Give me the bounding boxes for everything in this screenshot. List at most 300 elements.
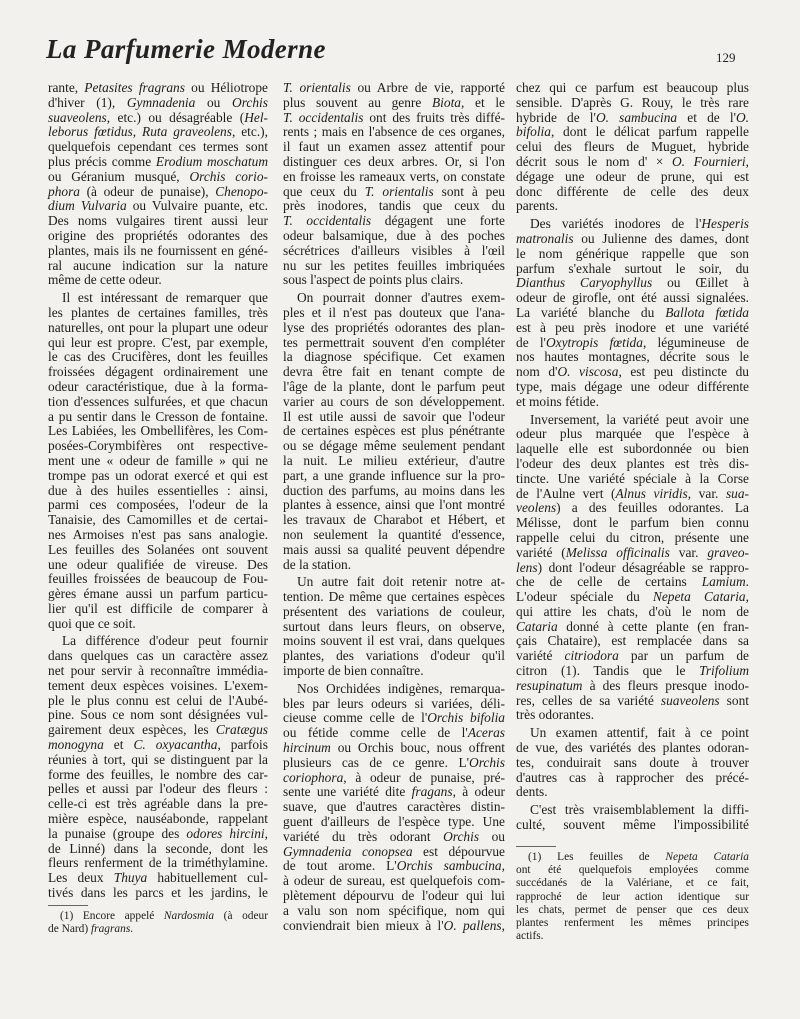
text-run: cieuse comme celle de l' xyxy=(283,710,428,726)
text-line xyxy=(283,726,505,741)
text-run: ont des fruits très diffé- xyxy=(363,109,506,125)
italic-term: odores hircini xyxy=(186,825,265,841)
text-run: ou fétide comme celle de l' xyxy=(283,725,468,741)
text-line xyxy=(283,365,505,380)
text-run: , à odeur de punaise, pré- xyxy=(343,769,505,785)
italic-term: matronalis xyxy=(516,230,574,246)
text-run: parents. xyxy=(516,198,559,214)
text-line xyxy=(516,501,749,516)
text-line xyxy=(48,708,268,723)
text-run: gères émane aussi un parfum particu- xyxy=(48,586,268,602)
text-run: en froisse les rameaux verts, on constate xyxy=(283,168,505,184)
text-run: ou se dégage même seulement pendant xyxy=(283,438,505,454)
text-run: plusieurs cas de ce genre. L' xyxy=(283,754,470,770)
text-run: succédanés de la Valériane, et ce fait, xyxy=(516,877,749,890)
text-line xyxy=(283,185,505,200)
text-run: quoi que ce soit. xyxy=(48,615,136,631)
text-line xyxy=(48,259,268,274)
text-line xyxy=(48,513,268,528)
text-line xyxy=(48,572,268,587)
text-column-1 xyxy=(48,81,268,901)
text-line xyxy=(516,917,749,930)
text-line xyxy=(48,649,268,664)
text-line xyxy=(48,424,268,439)
text-run: parmi ces composées, l'odeur de la xyxy=(48,497,268,513)
text-line xyxy=(48,365,268,380)
italic-term: Orchis xyxy=(232,94,268,110)
text-run: ou Vulvaire puante, etc. xyxy=(126,198,269,214)
text-line xyxy=(283,558,505,573)
text-run: plus souvent au genre xyxy=(283,94,432,110)
text-run: C'est très vraisemblablement la diffi- xyxy=(530,802,749,818)
text-line xyxy=(283,528,505,543)
text-line xyxy=(516,803,749,818)
text-line xyxy=(48,543,268,558)
text-line xyxy=(283,682,505,697)
text-run: de Nard) xyxy=(48,923,92,936)
text-run: sécrétrices d'ailleurs visibles à l'œil xyxy=(283,242,505,258)
italic-term: Ruta graveolens xyxy=(142,124,232,140)
text-run: rapproché de leur action identique sur xyxy=(516,890,749,903)
text-run: surtout dans leurs fleurs, on observe, xyxy=(283,618,505,634)
text-line xyxy=(283,874,505,889)
italic-term: Alnus viridis xyxy=(615,485,688,501)
text-line xyxy=(516,590,749,605)
text-line xyxy=(283,306,505,321)
text-line xyxy=(48,634,268,649)
text-run: très odorantes. xyxy=(516,707,595,723)
text-run: var. xyxy=(669,544,708,560)
text-line xyxy=(516,96,749,111)
text-run: odeur caractéristique, due à la forma- xyxy=(48,378,268,394)
text-run: , var. xyxy=(687,485,726,501)
italic-term: fragrans xyxy=(91,923,131,936)
text-run: devra être fait en tenant compte de xyxy=(283,364,505,380)
text-run: trompe pas un odorat exercé et qui est xyxy=(48,467,268,483)
text-run: de certaines espèces est plus pénétrante xyxy=(283,423,505,439)
text-line xyxy=(48,199,268,214)
text-line xyxy=(48,886,268,901)
text-run: ou xyxy=(479,828,505,844)
text-line xyxy=(516,170,749,185)
text-line xyxy=(48,753,268,768)
text-run: froissées dégagent ordinairement une xyxy=(48,364,268,380)
text-run: donc différente de celle des deux xyxy=(516,183,749,199)
footnote-column-3 xyxy=(516,846,749,943)
text-line xyxy=(48,350,268,365)
text-line xyxy=(516,199,749,214)
text-run: actifs. xyxy=(516,930,544,943)
text-run: La différence d'odeur peut fournir xyxy=(62,633,268,649)
text-line xyxy=(516,217,749,232)
text-line xyxy=(48,214,268,229)
text-line xyxy=(48,170,268,185)
text-run: même de cette odeur. xyxy=(48,272,162,288)
text-run: a pu sentir dans le Cresson de fontaine. xyxy=(48,408,268,424)
text-line xyxy=(48,827,268,842)
text-line xyxy=(48,336,268,351)
italic-term: coriophora xyxy=(283,769,344,785)
text-line xyxy=(516,380,749,395)
text-run: Nos Orchidées indigènes, remarqua- xyxy=(297,680,505,696)
text-run: ou Héliotrope xyxy=(184,80,268,95)
text-line xyxy=(48,111,268,126)
text-run: habituellement cul- xyxy=(147,870,268,886)
text-line xyxy=(48,664,268,679)
text-line xyxy=(516,877,749,890)
paragraph xyxy=(48,291,268,631)
text-line xyxy=(516,818,749,833)
text-run: ) a des feuilles odorantes. La xyxy=(556,500,749,516)
text-run: le nom générique rappelle que son xyxy=(516,245,749,261)
text-run: celle-ci est très agréable dans la pre- xyxy=(48,796,268,812)
text-run: posées-Corymbifères ont respective- xyxy=(48,438,268,454)
text-line xyxy=(48,244,268,259)
text-run: sont xyxy=(719,692,750,708)
text-line xyxy=(48,871,268,886)
text-run: forme des feuilles, le nombre des car- xyxy=(48,766,268,782)
text-column-3 xyxy=(516,81,749,833)
text-line xyxy=(283,649,505,664)
text-line xyxy=(48,229,268,244)
text-line xyxy=(48,602,268,617)
text-run: donné à cette plante (en fran- xyxy=(557,618,749,634)
text-line xyxy=(48,140,268,155)
paragraph xyxy=(516,726,749,800)
text-line xyxy=(516,155,749,170)
italic-term: O. pallens xyxy=(443,917,502,933)
text-run: l'âge de la plante, dont le parfum peut xyxy=(283,378,505,394)
text-line xyxy=(48,155,268,170)
text-line xyxy=(516,741,749,756)
text-run: réunies à tort, qui se distinguent par la xyxy=(48,751,268,767)
text-run: ples et il n'est pas douteux que l'ana- xyxy=(283,304,505,320)
text-run: dégagent une forte xyxy=(371,213,505,229)
text-run: ou Œillet à xyxy=(652,275,750,291)
italic-term: Orchis sambucina xyxy=(396,858,502,874)
text-line xyxy=(283,859,505,874)
text-run: , xyxy=(264,825,268,841)
italic-term: C. oxyacantha xyxy=(133,737,218,753)
text-run: , est peu distincte du xyxy=(618,364,749,380)
text-run: rante, xyxy=(48,80,85,95)
text-run: plantes à essence, ainsi que l'ont montré xyxy=(283,497,505,513)
text-run: Des noms vulgaires tirent aussi leur xyxy=(48,213,268,229)
text-line xyxy=(48,812,268,827)
text-run: ou Orchis bouc, nous offrent xyxy=(330,740,505,756)
italic-term: Trifolium xyxy=(699,663,749,679)
text-line xyxy=(516,487,749,502)
text-run: pine. Sous ce nom sont désignées vul- xyxy=(48,707,268,723)
text-run: odeur balsamique, due à des poches xyxy=(283,227,505,243)
text-line xyxy=(283,605,505,620)
text-run: net pour servir à reconnaître immédia- xyxy=(48,663,268,679)
text-line xyxy=(48,587,268,602)
italic-term: Oxytropis fœtida xyxy=(545,334,643,350)
text-run: gairement deux espèces, les xyxy=(48,722,216,738)
text-run: mais aussi sa qualité peuvent dépendre xyxy=(283,541,505,557)
text-run: variété ( xyxy=(516,544,566,560)
text-line xyxy=(283,815,505,830)
text-run: près inodores, tandis que ceux du xyxy=(283,198,505,214)
text-line xyxy=(48,910,268,923)
text-line xyxy=(283,199,505,214)
italic-term: citriodora xyxy=(564,648,619,664)
text-run: tes permettrait souvent d'en compléter xyxy=(283,334,505,350)
italic-term: Aceras xyxy=(467,725,505,741)
text-run: tincte. Une variété spéciale à la Corse xyxy=(516,470,749,486)
text-run: , etc.) ou désagréable ( xyxy=(106,109,245,125)
text-run: ple le plus connu est celui de l'Aubé- xyxy=(48,692,268,708)
italic-term: graveo- xyxy=(707,544,749,560)
text-line xyxy=(516,531,749,546)
text-run: plus précis comme xyxy=(48,153,156,169)
text-run: et de l' xyxy=(677,109,736,125)
text-run: pelles et aussi par l'odeur des fleurs : xyxy=(48,781,268,797)
text-run: type, mais dégage une odeur différente xyxy=(516,378,749,394)
text-line xyxy=(516,756,749,771)
text-line xyxy=(516,232,749,247)
text-run: Un autre fait doit retenir notre at- xyxy=(297,574,505,590)
text-run: suave, que d'autres caractères distin- xyxy=(283,799,505,815)
paragraph xyxy=(516,81,749,214)
text-line xyxy=(283,741,505,756)
italic-term: bifolia xyxy=(516,124,551,140)
text-run: ral aucune indication sur la nature xyxy=(48,257,268,273)
text-run: sous l'aspect de points plus clairs. xyxy=(283,272,464,288)
text-line xyxy=(48,469,268,484)
text-line xyxy=(283,350,505,365)
text-run: chez qui ce parfum est beaucoup plus xyxy=(516,80,749,95)
text-run: ) dont l'odeur désagréable se rappro- xyxy=(537,559,749,575)
text-line xyxy=(516,664,749,679)
text-run: Un examen attentif, fait à ce point xyxy=(530,725,749,741)
text-line xyxy=(516,785,749,800)
text-line xyxy=(516,864,749,877)
text-line xyxy=(516,306,749,321)
text-run: odeur de girofle, ont été aussi signalées. xyxy=(516,290,749,306)
text-run: ou Géranium musqué, xyxy=(48,168,190,184)
text-run: conviendrait bien mieux à l' xyxy=(283,917,444,933)
text-run: de tout arome. L' xyxy=(283,858,397,874)
text-run: a valu son nom spécifique, nom qui xyxy=(283,902,505,918)
italic-term: O. viscosa xyxy=(557,364,619,380)
text-run: que ceux du xyxy=(283,183,365,199)
text-run: , xyxy=(132,124,143,140)
text-run: dans quelques cas un caractère assez xyxy=(48,648,268,664)
text-run: tion d'essences sulfurées, et que chacun xyxy=(48,393,268,409)
text-run: Il est intéressant de remarquer que xyxy=(62,290,268,306)
text-line xyxy=(48,782,268,797)
italic-term: T. occidentalis xyxy=(283,109,364,125)
footnote-rule xyxy=(516,846,556,847)
italic-term: resupinatum xyxy=(516,677,583,693)
text-line xyxy=(516,291,749,306)
text-line xyxy=(283,410,505,425)
text-run: , à odeur xyxy=(452,784,505,800)
text-line xyxy=(516,891,749,904)
text-line xyxy=(283,125,505,140)
text-run: naturelles, ont pour la plupart une odeur xyxy=(48,319,268,335)
text-run: sente une variété dite xyxy=(283,784,412,800)
italic-term: Chenopo- xyxy=(215,183,268,199)
text-line xyxy=(283,170,505,185)
italic-term: Orchis corio- xyxy=(189,168,268,184)
italic-term: Gymnadenia conopsea xyxy=(283,843,413,859)
text-run: plantes renferment les mêmes principes xyxy=(516,916,749,929)
text-run: culté, souvent même l'impossibilité xyxy=(516,817,749,833)
text-run: tention. De même que certaines espèces xyxy=(283,589,505,605)
text-line xyxy=(48,679,268,694)
text-run: plètement dépourvu de l'odeur qui lui xyxy=(283,888,505,904)
text-run: ou xyxy=(195,94,233,110)
text-run: part, a une grande influence sur la pro- xyxy=(283,467,505,483)
italic-term: veolens xyxy=(516,500,557,516)
italic-term: Hel- xyxy=(244,109,268,125)
text-line xyxy=(516,620,749,635)
text-line xyxy=(516,575,749,590)
text-run: de Linné) dans la seconde, dont les xyxy=(48,840,268,856)
text-line xyxy=(516,561,749,576)
italic-term: leborus fœtidus xyxy=(48,124,133,140)
text-run: Les Labiées, les Ombellifères, les Com- xyxy=(48,423,268,439)
text-run: La variété blanche du xyxy=(516,304,666,320)
text-run: , parfois xyxy=(217,737,268,753)
italic-term: monogyna xyxy=(48,737,104,753)
text-run: d'autres cas à rapprocher des précé- xyxy=(516,769,749,785)
text-line xyxy=(283,513,505,528)
text-run: la nuit. Le milieu extérieur, d'autre xyxy=(283,452,505,468)
text-run: lier qu'il est difficile de comparer à xyxy=(48,600,268,616)
text-line xyxy=(516,336,749,351)
text-line xyxy=(283,214,505,229)
text-line xyxy=(48,723,268,738)
text-run: ont été quelquefois employées comme xyxy=(516,864,749,877)
italic-term: suaveolens xyxy=(660,692,720,708)
text-line xyxy=(283,291,505,306)
text-line xyxy=(516,904,749,917)
text-run: une odeur qualifiée de vireuse. Des xyxy=(48,556,268,572)
text-line xyxy=(283,96,505,111)
text-line xyxy=(48,185,268,200)
italic-term: Hesperis xyxy=(701,216,749,232)
text-line xyxy=(516,694,749,709)
italic-term: O. Fournieri xyxy=(671,153,746,169)
italic-term: phora xyxy=(48,183,80,199)
text-run: duction des parfums, au moins dans les xyxy=(283,482,505,498)
text-run: che de celle de certains xyxy=(516,574,702,590)
italic-term: fragans xyxy=(411,784,453,800)
text-run: est dépourvue xyxy=(412,843,505,859)
text-line xyxy=(516,546,749,561)
text-run: lyse des propriétés odorantes des plan- xyxy=(283,319,505,335)
text-line xyxy=(516,276,749,291)
text-run: parfum s'exhale surtout le soir, du xyxy=(516,260,749,276)
text-line xyxy=(516,472,749,487)
text-run: à des fleurs presque inodo- xyxy=(582,677,749,693)
text-run: , xyxy=(501,858,505,874)
text-run: varier au cours de son développement. xyxy=(283,393,505,409)
text-line xyxy=(48,558,268,573)
text-run: il faut un examen assez attentif pour xyxy=(283,139,505,155)
text-line xyxy=(48,768,268,783)
text-run: rents ; mais en l'absence de ces organes, xyxy=(283,124,505,140)
paragraph xyxy=(48,81,268,288)
text-line xyxy=(48,96,268,111)
text-line xyxy=(283,575,505,590)
text-line xyxy=(283,620,505,635)
text-line xyxy=(48,528,268,543)
text-run: , etc.), xyxy=(231,124,268,140)
text-line xyxy=(283,830,505,845)
text-run: par un parfum de xyxy=(618,648,750,664)
text-run: due à des huiles essentielles : ainsi, xyxy=(48,482,268,498)
text-line xyxy=(516,634,749,649)
text-line xyxy=(283,81,505,96)
italic-term: T. orientalis xyxy=(283,80,351,95)
text-line xyxy=(516,708,749,723)
text-run: importe de bien connaître. xyxy=(283,663,424,679)
text-run: fleurs renferment de la triméthylamine. xyxy=(48,855,268,871)
text-run: variété du très odorant xyxy=(283,828,444,844)
text-line xyxy=(516,679,749,694)
text-run: (à odeur de punaise), xyxy=(80,183,216,199)
text-run: l'odeur des deux plantes est très dis- xyxy=(516,455,749,471)
italic-term: Biota xyxy=(431,94,461,110)
text-run: à odeur de sureau, est quelquefois com- xyxy=(283,873,505,889)
italic-term: Cratægus xyxy=(215,722,268,738)
text-run: présentent des variations de couleur, xyxy=(283,603,505,619)
text-line xyxy=(48,321,268,336)
paragraph xyxy=(283,682,505,934)
italic-term: O. sambucina xyxy=(595,109,678,125)
text-run: plantes, des variations d'odeur qu'il xyxy=(283,648,505,664)
paragraph xyxy=(283,291,505,572)
text-line xyxy=(283,439,505,454)
text-line xyxy=(48,291,268,306)
italic-term: Gymnadenia xyxy=(126,94,196,110)
text-run: nos hautes montagnes, décrite sous le xyxy=(516,349,749,365)
text-run: citron (1). Tandis que le xyxy=(516,663,700,679)
text-run: de la station. xyxy=(283,556,352,572)
text-line xyxy=(48,410,268,425)
paragraph xyxy=(48,634,268,900)
text-run: quelquefois cependant ces termes sont xyxy=(48,139,268,155)
text-line xyxy=(48,738,268,753)
text-run: de l'Aulne vert ( xyxy=(516,485,616,501)
italic-term: suaveolens xyxy=(48,109,107,125)
text-run: Inversement, la variété peut avoir une xyxy=(530,411,749,427)
text-line xyxy=(283,424,505,439)
text-run: (1) Les feuilles de xyxy=(528,851,666,863)
text-run: nu sur les petites feuilles imbriquées xyxy=(283,257,505,273)
text-run: le cas des Crucifères, dont les feuilles xyxy=(48,349,268,365)
italic-term: Cataria xyxy=(516,618,558,634)
text-run: nom d' xyxy=(516,364,558,380)
text-run: tivés dans les parcs et les jardins, le xyxy=(48,885,268,901)
text-line xyxy=(48,439,268,454)
text-line xyxy=(283,336,505,351)
text-run: (à odeur xyxy=(214,910,268,922)
text-run: les chats, permet de penser que ces deux xyxy=(516,903,749,916)
text-run: mière espèce, nauséabonde, rappelant xyxy=(48,811,268,827)
text-line xyxy=(516,365,749,380)
text-line xyxy=(283,229,505,244)
text-line xyxy=(516,457,749,472)
text-run: laquelle elle est subordonnée ou bien xyxy=(516,441,749,457)
italic-term: Thuya xyxy=(113,870,148,886)
italic-term: dium Vulvaria xyxy=(48,198,127,214)
